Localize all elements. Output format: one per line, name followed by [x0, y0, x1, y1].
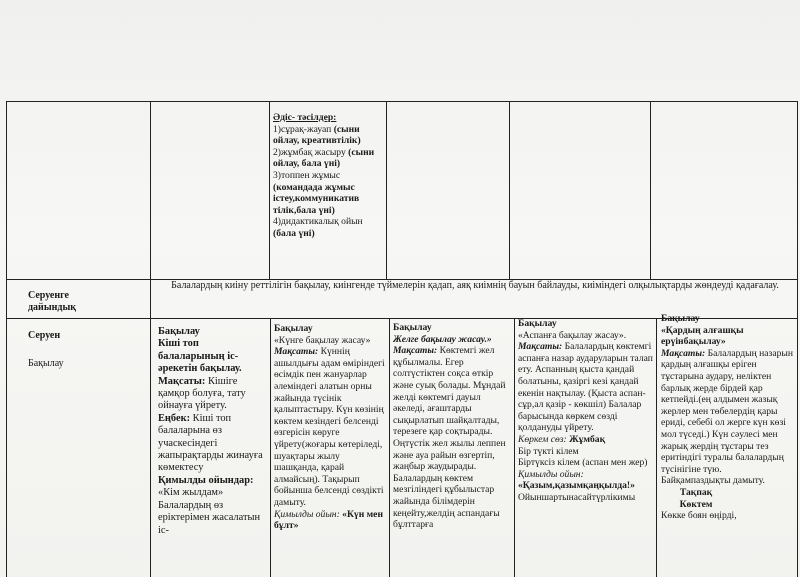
methods-heading: Әдіс- тәсілдер:: [273, 112, 337, 123]
day4-title: Бақылау: [518, 318, 557, 329]
col-divider-5b: [656, 318, 657, 577]
day2-walk-cell: [274, 323, 386, 532]
walk-label: Серуен: [28, 330, 61, 341]
day5-topic: «Қардың алғашқы ерүінбақылау»: [661, 324, 744, 348]
day1-goal: Мақсаты: Кішіге қамқор болуға, тату ойнауға үйрету.: [158, 375, 246, 412]
day2-title: Бақылау: [274, 323, 313, 334]
day4-riddle-line2: Біртүксіз кілем (аспан мен жер): [518, 457, 648, 469]
table-left-border: [6, 101, 7, 577]
day4-game-label: Қимылды ойын:: [518, 468, 584, 480]
table-right-border: [797, 101, 798, 577]
col-divider-5: [650, 101, 651, 279]
day1-work: Еңбек: Кіші топ балаларына өз учаскесіндегі жапырақтарды жинауға көмектесу: [158, 412, 263, 474]
day1-topic: Кіші топ балаларының іс-әрекетін бақылау.: [158, 338, 242, 375]
day4-art: Көркем сөз: Жұмбақ: [518, 433, 606, 445]
col-divider-2: [269, 101, 270, 279]
day5-poem-title: Көктем: [679, 498, 713, 510]
col-divider-2b: [270, 318, 271, 577]
col-divider-3b: [389, 318, 390, 577]
day1-title: Бақылау: [158, 326, 200, 337]
day1-walk-cell: [158, 326, 266, 537]
method-item-3: 3)топпен жұмыс (командада жұмыс істеу,коммуникатив тілік,бала үні): [273, 169, 360, 216]
col-divider-4: [509, 101, 510, 279]
day5-title: Бақылау: [661, 313, 700, 324]
day1-game-label: Қимылды ойындар:: [158, 474, 254, 486]
methods-cell: [273, 112, 385, 240]
day3-title: Бақылау: [393, 322, 432, 333]
day4-topic: «Аспанға бақылау жасау».: [518, 329, 627, 341]
method-item-4: 4)дидактикалық ойын (бала үні): [273, 216, 363, 239]
day4-game: «Қазым,қазымқаңқылда!»: [518, 480, 635, 492]
day2-topic: «Күнге бақылау жасау»: [274, 334, 371, 346]
col-divider-1: [150, 101, 151, 577]
method-item-2: 2)жұмбақ жасыру (сыни ойлау, бала үні): [273, 146, 375, 170]
day5-poem-line: Көкке боян өңірді,: [661, 510, 737, 522]
day2-game: Қимылды ойын: «Күн мен бұлт»: [274, 508, 383, 532]
day4-goal: Мақсаты: Балалардың көктемгі аспанға назар аударуларын талап ету. Аспанның қыста қандай болатыны, қазіргі кезі қандай екенін нақтылау. (Қыста аспан- сұр,ал қазір - көкшіл) Балалар барысында көркем сөзді қолдануды үйрету.: [518, 341, 653, 434]
method-item-1: 1)сұрақ-жауап (сыни ойлау, креативтілік): [273, 123, 361, 147]
table-top-border: [6, 101, 798, 102]
day3-walk-cell: [393, 322, 510, 531]
col-divider-4b: [514, 318, 515, 577]
day2-goal: Мақсаты: Күннің ашылдығы адам өміріндегі өсімдік пен жануарлар әлеміндегі алатын орны жайында түсінік қалыптастыру. Күн көзінің көктем кезіндегі белсенді өзгерісін көруге үйрету(жоғары көтеріледі, шуақтары жылу шашқанда, қарай алмайсың). Тақырып бойынша белсенді сөздікті дамыту.: [274, 346, 385, 508]
day4-tail: Ойыншартынасайтүрлікимы: [518, 491, 636, 503]
day4-riddle-line1: Бір түкті кілем: [518, 445, 579, 457]
observation-label: Бақылау: [28, 358, 64, 369]
day1-tail: Балалардың өз ерiктерiмен жасалатын iс-: [158, 499, 261, 536]
walk-prep-text: Балалардың киіну реттілігін бақылау, киінгенде түймелерін қадап, аяқ киімнің бауын байлауды, киіміндегі олқылықтарды жөндеуді қадағалау.: [171, 280, 779, 291]
day5-poem-label: Тақпақ: [679, 486, 713, 498]
day1-game: «Кім жылдам»: [158, 487, 224, 499]
day5-walk-cell: [661, 313, 793, 522]
walk-prep-label: Серуенге дайындық: [28, 290, 77, 313]
day4-walk-cell: [518, 318, 653, 504]
day5-goal: Мақсаты: Балалардың назарын қардың алғашқы еріген тұстарына аудару, неліктен барлық жерде бірдей қар кетпейді.(ең алдымен жазық жерлер мен төбелердің қары ериді, себебі ол жерге күн көзі мол түседі.) Күн сәулесі мен жарық жердің тұстары тез еритіндігі туралы балалардың түсінігіне түю. Байқампаздықты дамыту.: [661, 347, 793, 487]
col-divider-3: [386, 101, 387, 279]
day3-topic: Желге бақылау жасау.»: [393, 333, 492, 345]
day3-goal: Мақсаты: Көктемгі жел құбылмалы. Егер солтүстіктен соқса өткір және суық болады. Мұндай желді көктемгі дауыл әкеледі, ағаштарды сықырлатып шайқалтады, терезеге қар соқтырады. Оңтүстік жел жылы леппен және ауа райын өзгертіп, жаңбыр жаудырады. Балалардың көктем мезгіліндегі құбылыстар жайында білімдерін кеңейту,желдің аспандағы бұлттарға: [393, 345, 506, 531]
